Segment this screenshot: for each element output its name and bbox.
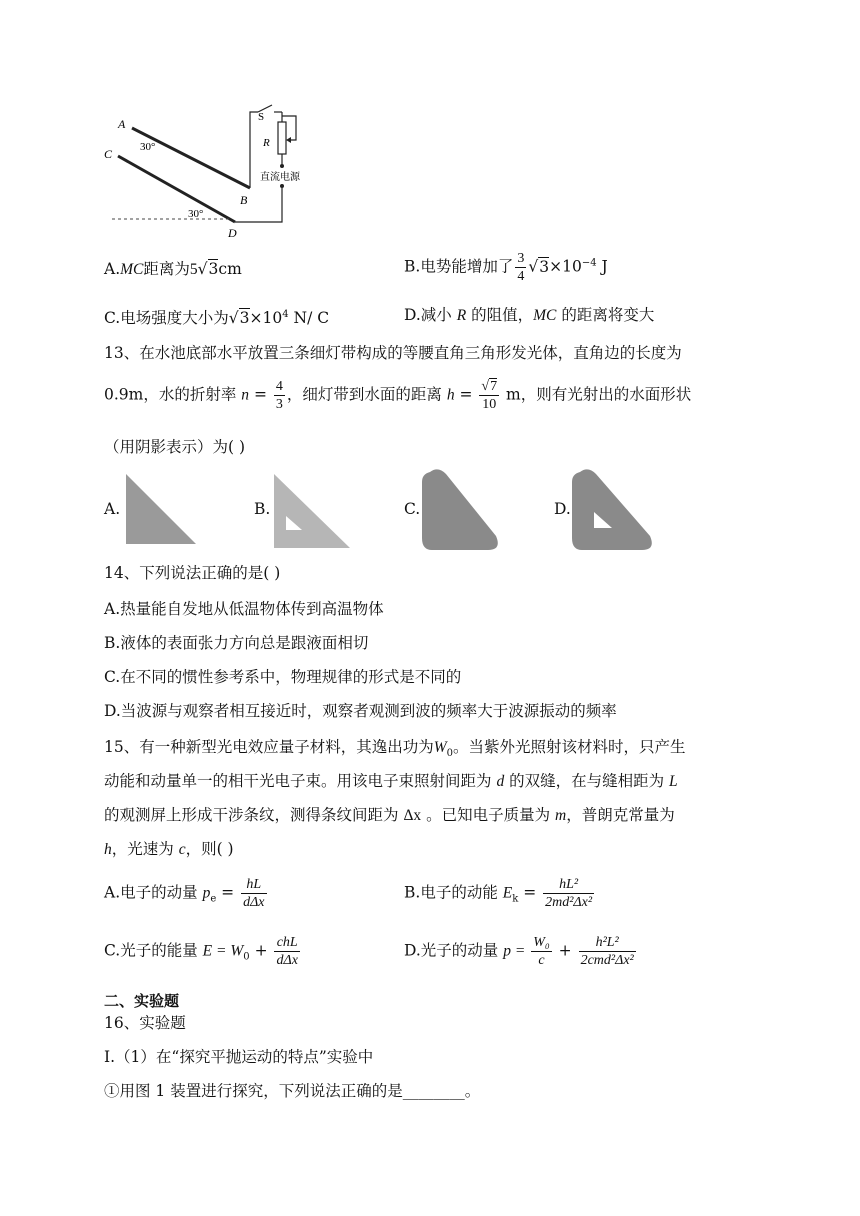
- section-heading: 二、实验题: [104, 992, 180, 1010]
- q15-line2: 动能和动量单一的相干光电子束。用该电子束照射间距为 d 的双缝，在与缝相距为 L: [104, 772, 678, 790]
- q16-sub1: Ⅰ.（1）在“探究平抛运动的特点”实验中: [104, 1048, 374, 1066]
- q13-option-b-label: B.: [254, 500, 271, 518]
- label-a: A: [118, 117, 126, 131]
- q15-option-b: B.电子的动能 $E_k$ = $\frac{\text{hL²}}{\text{2md²Δx²}}$: [404, 877, 593, 910]
- q15-option-a: A.电子的动量 $p_e$ = $\frac{hL}{\text{dΔx}}$: [104, 877, 265, 910]
- label-s: S: [258, 111, 265, 123]
- q15-option-c: C.光子的能量 $E = W_0$ + $\frac{\text{chL}}{\text{dΔx}}$: [104, 935, 298, 968]
- q13-line3: （用阴影表示）为( ): [104, 438, 246, 456]
- q16-title: 16、实验题: [104, 1014, 186, 1032]
- q12-option-b: B.电势能增加了 $\frac{3}{4}$ $√3\times 10^{-4}$ J: [404, 251, 608, 284]
- q13-line1: 13、在水池底部水平放置三条细灯带构成的等腰直角三角形发光体，直角边的长度为: [104, 344, 682, 362]
- q13-option-a-image: [120, 470, 200, 550]
- q15-line1: 15、有一种新型光电效应量子材料，其逸出功为$W_0$。当紫外光照射该材料时，只产生: [104, 738, 686, 760]
- label-r: R: [263, 137, 270, 149]
- q15-line4: h，光速为 c，则( ): [104, 840, 234, 858]
- q13-option-d-label: D.: [554, 500, 571, 518]
- q13-option-c-label: C.: [404, 500, 421, 518]
- q14-stem: 14、下列说法正确的是( ): [104, 564, 281, 582]
- q12-option-c: C.电场强度大小为$√3\times 10^4$ N/ C: [104, 309, 330, 328]
- q13-option-d-image: [568, 466, 658, 556]
- circuit-diagram: [100, 100, 320, 245]
- label-b: B: [240, 193, 248, 207]
- q14-option-b: B.液体的表面张力方向总是跟液面相切: [104, 634, 369, 652]
- q13-option-b-image: [268, 470, 358, 556]
- label-c: C: [104, 147, 113, 161]
- label-d: D: [228, 226, 237, 240]
- q13-option-a-label: A.: [104, 500, 121, 518]
- q14-option-a: A.热量能自发地从低温物体传到高温物体: [104, 600, 384, 618]
- q14-option-d: D.当波源与观察者相互接近时，观察者观测到波的频率大于波源振动的频率: [104, 702, 617, 720]
- label-angle-top: 30°: [140, 141, 156, 153]
- q13-option-c-image: [420, 466, 504, 556]
- q12-option-a: A.MC距离为5√3cm: [104, 260, 242, 278]
- q16-sub2: ①用图 1 装置进行探究，下列说法正确的是________。: [104, 1082, 481, 1100]
- label-angle-bottom: 30°: [188, 208, 204, 220]
- q13-line2: 0.9m，水的折射率 n = $\frac{4}{3}$ ，细灯带到水面的距离 h = $\frac{√7}{10}$ m，则有光射出的水面形状: [104, 379, 692, 412]
- q12-option-d: D.减小 R 的阻值，MC 的距离将变大: [404, 306, 655, 324]
- q15-option-d: D.光子的动量 p = $\frac{\text{W₀}}{c}$ + $\frac{\text{h²L²}}{\text{2cmd²Δx²}}$: [404, 935, 634, 968]
- q14-option-c: C.在不同的惯性参考系中，物理规律的形式是不同的: [104, 668, 462, 686]
- q15-line3: 的观测屏上形成干涉条纹，测得条纹间距为 Δx 。已知电子质量为 m，普朗克常量为: [104, 806, 675, 824]
- label-source: 直流电源: [260, 172, 300, 183]
